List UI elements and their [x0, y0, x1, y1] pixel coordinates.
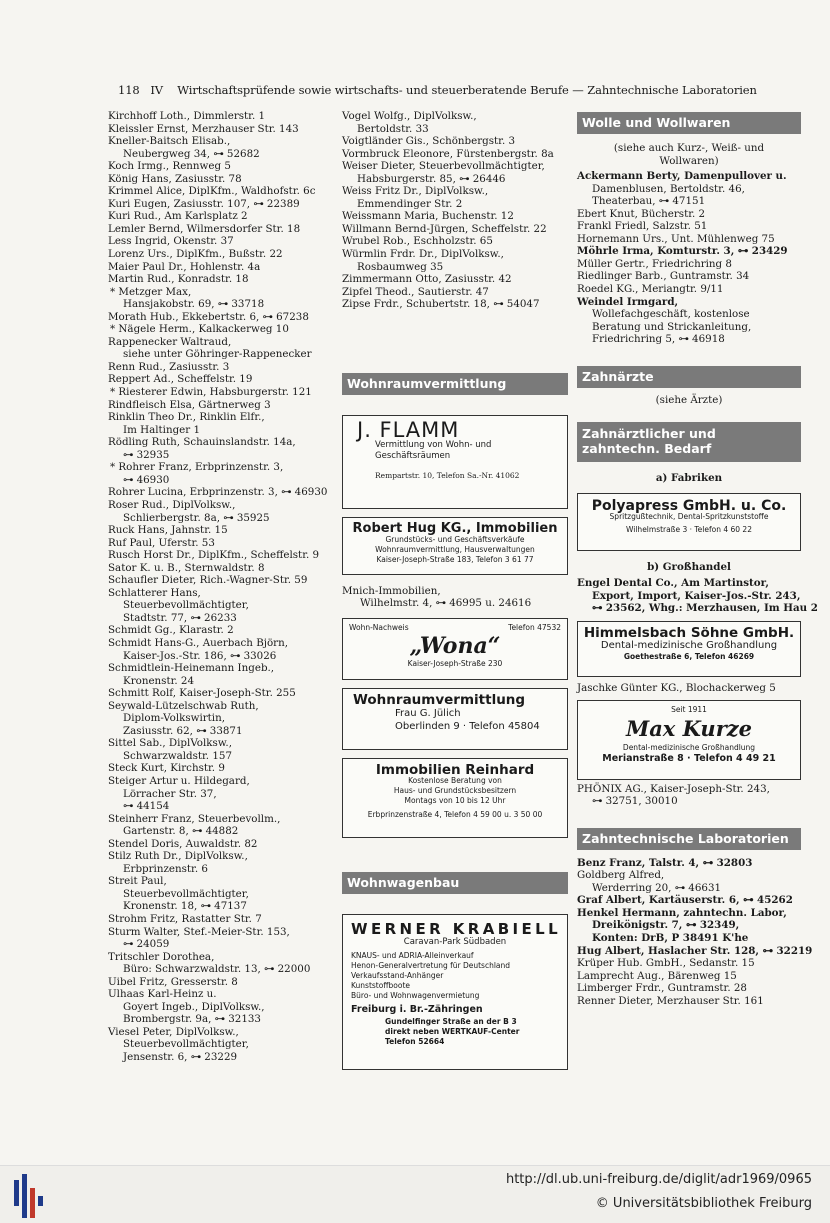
listing-entry: Viesel Peter, DiplVolksw.,: [108, 1025, 239, 1038]
wolle-note-2: Wollwaren): [659, 154, 719, 167]
entry-mnich-address: Wilhelmstr. 4, ⊶ 46995 u. 24616: [360, 597, 532, 610]
listing-entry: Rindfleisch Elsa, Gärtnerweg 3: [108, 398, 271, 411]
ad-krabiell-city: Freiburg i. Br.-Zähringen: [351, 1004, 483, 1016]
listing-entry: Schaufler Dieter, Rich.-Wagner-Str. 59: [108, 574, 308, 587]
listing-continuation: Erbprinzenstr. 6: [123, 862, 208, 875]
wolle-entry: Ackermann Berty, Damenpullover u.: [577, 170, 787, 183]
footer-bar: [0, 1165, 830, 1223]
zahnlabor-entry: Limberger Frdr., Guntramstr. 28: [577, 982, 747, 995]
listing-continuation: Steuerbevollmächtigter,: [123, 1038, 249, 1051]
listing-entry: Steiger Artur u. Hildegard,: [108, 774, 250, 787]
entry-jaschke: Jaschke Günter KG., Blochackerweg 5: [577, 682, 776, 695]
ad-himmelsbach-line2: Goethestraße 6, Telefon 46269: [623, 652, 755, 662]
listing-entry: Roser Rud., DiplVolksw.,: [108, 498, 236, 511]
listing-continuation: Rosbaumweg 35: [357, 260, 444, 273]
ad-wona-address: Kaiser-Joseph-Straße 230: [407, 658, 503, 668]
listing-entry: Uibel Fritz, Gresserstr. 8: [108, 975, 238, 988]
ad-kurze-line1: Dental-medizinische Großhandlung: [622, 742, 756, 752]
listing-continuation: Zasiusstr. 62, ⊶ 33871: [123, 724, 243, 737]
ad-juelich-line2: Oberlinden 9 · Telefon 45804: [395, 720, 540, 732]
listing-entry: Voigtländer Gis., Schönbergstr. 3: [342, 135, 516, 148]
zahnlabor-entry: Henkel Hermann, zahntechn. Labor,: [577, 906, 787, 919]
ad-kurze-line2: Merianstraße 8 · Telefon 4 49 21: [602, 752, 776, 764]
wolle-entry: Hornemann Urs., Unt. Mühlenweg 75: [577, 232, 775, 245]
listing-continuation: Habsburgerstr. 85, ⊶ 26446: [357, 172, 506, 185]
listing-entry: Schmitt Rolf, Kaiser-Joseph-Str. 255: [108, 687, 296, 700]
entry-engel-line3: ⊶ 23562, Whg.: Merzhausen, Im Hau 2: [592, 602, 818, 615]
ad-wona-phone: Telefon 47532: [508, 622, 561, 632]
ad-kurze: [577, 700, 801, 780]
zahnlabor-entry: Renner Dieter, Merzhauser Str. 161: [577, 994, 764, 1007]
ad-hug-name: Robert Hug KG., Immobilien: [352, 520, 558, 536]
ad-hug-line1: Grundstücks- und Geschäftsverkäufe: [385, 535, 525, 545]
wolle-entry: Frankl Friedl, Salzstr. 51: [577, 220, 708, 233]
listing-entry: Vormbruck Eleonore, Fürstenbergstr. 8a: [342, 147, 554, 160]
wolle-continuation: Beratung und Strickanleitung,: [592, 320, 752, 333]
listing-continuation: Diplom-Volkswirtin,: [123, 712, 225, 725]
section-heading-wohnwagen: Wohnwagenbau: [342, 872, 568, 894]
ad-polyapress-line1: Spritzgußtechnik, Dental-Spritzkunststoffe: [609, 512, 769, 522]
listing-entry: Sator K. u. B., Sternwaldstr. 8: [108, 561, 265, 574]
ad-krabiell-line3: Verkaufsstand-Anhänger: [351, 971, 444, 981]
listing-entry: Less Ingrid, Okenstr. 37: [108, 235, 234, 248]
listing-continuation: Lörracher Str. 37,: [123, 787, 217, 800]
listing-entry: Renn Rud., Zasiusstr. 3: [108, 360, 230, 373]
ad-flamm-line1: Vermittlung von Wohn- und: [375, 440, 492, 451]
listing-entry: Würmlin Frdr. Dr., DiplVolksw.,: [342, 248, 504, 261]
listing-entry: Vogel Wolfg., DiplVolksw.,: [342, 110, 477, 122]
ad-polyapress: [577, 493, 801, 551]
ad-hug-line3: Kaiser-Joseph-Straße 183, Telefon 3 61 77: [376, 555, 534, 565]
ad-kurze-since: Seit 1911: [671, 704, 707, 714]
page-number: 118: [118, 83, 140, 97]
listing-entry: Steinherr Franz, Steuerbevollm.,: [108, 812, 281, 825]
wolle-entry: Weindel Irmgard,: [577, 295, 679, 308]
wolle-continuation: Wollefachgeschäft, kostenlose: [592, 308, 750, 321]
listing-entry: Tritschler Dorothea,: [108, 950, 215, 963]
zahnlabor-listing: [577, 856, 813, 1008]
ad-hug: [342, 517, 568, 575]
entry-mnich: Mnich-Immobilien,: [342, 584, 441, 597]
listing-continuation: Steuerbevollmächtigter,: [123, 887, 249, 900]
listing-entry: * Riesterer Edwin, Habsburgerstr. 121: [110, 386, 312, 399]
ad-krabiell-name: WERNER KRABIELL: [351, 919, 562, 938]
listing-entry: Wrubel Rob., Eschholzstr. 65: [342, 235, 493, 248]
listing-entry: Sittel Sab., DiplVolksw.,: [108, 737, 232, 750]
listing-continuation: Im Haltinger 1: [123, 423, 201, 436]
listing-entry: Willmann Bernd-Jürgen, Scheffelstr. 22: [342, 222, 547, 235]
listing-entry: Stilz Ruth Dr., DiplVolksw.,: [108, 850, 248, 863]
listing-continuation: Hansjakobstr. 69, ⊶ 33718: [123, 298, 265, 311]
zahnlabor-continuation: Dreikönigstr. 7, ⊶ 32349,: [592, 919, 740, 932]
listing-entry: Strohm Fritz, Rastatter Str. 7: [108, 913, 262, 925]
subheading-fabriken: a) Fabriken: [655, 472, 723, 485]
zahnlabor-entry: Krüper Hub. GmbH., Sedanstr. 15: [577, 957, 755, 970]
section-heading-zahnaerzte: Zahnärzte: [577, 366, 801, 388]
listing-continuation: Gartenstr. 8, ⊶ 44882: [123, 825, 239, 838]
entry-engel: Engel Dental Co., Am Martinstor,: [577, 577, 769, 590]
listing-continuation: ⊶ 24059: [123, 938, 170, 951]
wolle-entry: Möhrle Irma, Komturstr. 3, ⊶ 23429: [577, 245, 788, 258]
ad-krabiell-line1: KNAUS- und ADRIA-Alleinverkauf: [351, 951, 474, 961]
listing-entry: Seywald-Lützelschwab Ruth,: [108, 699, 259, 712]
ad-krabiell-addr3: Telefon 52664: [385, 1036, 445, 1046]
listing-entry: Rinklin Theo Dr., Rinklin Elfr.,: [108, 411, 265, 424]
entry-phoenix: PHÖNIX AG., Kaiser-Joseph-Str. 243,: [577, 782, 770, 795]
listing-continuation: ⊶ 32935: [123, 448, 170, 461]
listing-entry: Schlatterer Hans,: [108, 586, 201, 599]
wolle-listing: [577, 170, 801, 346]
section-heading-zahnbedarf: Zahnärztlicher und zahntechn. Bedarf: [577, 422, 801, 462]
zahnlabor-entry: Goldberg Alfred,: [577, 869, 665, 882]
listing-entry: Reppert Ad., Scheffelstr. 19: [108, 373, 253, 386]
listing-continuation: Kaiser-Jos.-Str. 186, ⊶ 33026: [123, 649, 277, 662]
listing-entry: Kneller-Baitsch Elisab.,: [108, 135, 231, 148]
section-heading-wolle: Wolle und Wollwaren: [577, 112, 801, 134]
listing-continuation: Schlierbergstr. 8a, ⊶ 35925: [123, 511, 270, 524]
ad-juelich-line1: Frau G. Jülich: [395, 708, 461, 720]
listing-entry: Sturm Walter, Stef.-Meier-Str. 153,: [108, 925, 290, 938]
section-heading-zahnlabor: Zahntechnische Laboratorien: [577, 828, 801, 850]
listing-entry: Streit Paul,: [108, 875, 167, 888]
column-3: [577, 110, 818, 1007]
listing-entry: Rödling Ruth, Schauinslandstr. 14a,: [108, 436, 296, 449]
listing-entry: Ulhaas Karl-Heinz u.: [108, 988, 217, 1001]
wolle-continuation: Damenblusen, Bertoldstr. 46,: [592, 182, 745, 195]
zahnaerzte-note: (siehe Ärzte): [655, 393, 723, 406]
header-title: Wirtschaftsprüfende sowie wirtschafts- und steuerberatende Berufe — Zahntechnische Laboratorien: [177, 83, 757, 97]
zahnlabor-entry: Hug Albert, Haslacher Str. 128, ⊶ 32219: [577, 944, 813, 957]
listing-entry: Kleissler Ernst, Merzhauser Str. 143: [108, 122, 299, 135]
column-2-listing: [342, 110, 568, 311]
listing-continuation: Stadtstr. 77, ⊶ 26233: [123, 611, 237, 624]
listing-entry: Schmidt Hans-G., Auerbach Björn,: [108, 636, 288, 649]
footer-url[interactable]: http://dl.ub.uni-freiburg.de/diglit/adr1969/0965: [505, 1172, 812, 1187]
listing-entry: Krimmel Alice, DiplKfm., Waldhofstr. 6c: [108, 185, 316, 198]
listing-continuation: ⊶ 46930: [123, 473, 170, 486]
listing-entry: Kuri Eugen, Zasiusstr. 107, ⊶ 22389: [108, 197, 300, 210]
section-heading-wohnraum: Wohnraumvermittlung: [342, 373, 568, 395]
ad-reinhard-line2: Haus- und Grundstücksbesitzern: [393, 786, 517, 796]
listing-entry: * Metzger Max,: [110, 285, 192, 298]
listing-entry: Weiss Fritz Dr., DiplVolksw.,: [342, 185, 489, 198]
listing-entry: Weiser Dieter, Steuerbevollmächtigter,: [342, 160, 545, 173]
listing-entry: Zipfel Theod., Sautierstr. 47: [342, 285, 489, 298]
ad-himmelsbach-name: Himmelsbach Söhne GmbH.: [583, 625, 795, 642]
wolle-entry: Müller Gertr., Friedrichring 8: [577, 257, 732, 270]
listing-entry: Ruf Paul, Uferstr. 53: [108, 536, 215, 549]
ad-flamm-name: J. FLAMM: [357, 417, 460, 442]
zahnlabor-continuation: Konten: DrB, P 38491 K'he: [592, 931, 749, 944]
ad-polyapress-name: Polyapress GmbH. u. Co.: [591, 497, 787, 514]
zahnlabor-entry: Graf Albert, Kartäuserstr. 6, ⊶ 45262: [577, 894, 793, 907]
ad-reinhard-line3: Montags von 10 bis 12 Uhr: [404, 796, 506, 806]
wolle-note-1: (siehe auch Kurz-, Weiß- und: [613, 142, 765, 154]
listing-entry: Steck Kurt, Kirchstr. 9: [108, 762, 225, 775]
listing-continuation: siehe unter Göhringer-Rappenecker: [123, 348, 312, 361]
entry-phoenix-phone: ⊶ 32751, 30010: [592, 795, 678, 808]
ad-polyapress-line2: Wilhelmstraße 3 · Telefon 4 60 22: [626, 525, 752, 535]
ad-krabiell-addr1: Gundelfinger Straße an der B 3: [385, 1016, 517, 1026]
listing-entry: Zimmermann Otto, Zasiusstr. 42: [342, 273, 512, 286]
ad-wona: [342, 618, 568, 680]
ad-juelich: [342, 688, 568, 750]
listing-entry: Schmidt Gg., Klarastr. 2: [108, 624, 234, 637]
ad-wona-label: Wohn-Nachweis: [349, 622, 409, 632]
listing-entry: König Hans, Zasiusstr. 78: [108, 172, 242, 185]
listing-entry: Rusch Horst Dr., DiplKfm., Scheffelstr. 9: [108, 549, 320, 562]
ad-reinhard-line1: Kostenlose Beratung von: [408, 776, 502, 786]
listing-entry: Lemler Bernd, Wilmersdorfer Str. 18: [108, 222, 301, 235]
wolle-continuation: Theaterbau, ⊶ 47151: [592, 195, 706, 208]
entry-engel-line2: Export, Import, Kaiser-Jos.-Str. 243,: [592, 589, 801, 602]
listing-continuation: Schwarzwaldstr. 157: [123, 749, 233, 762]
ad-juelich-name: Wohnraumvermittlung: [353, 691, 526, 708]
listing-entry: Lorenz Urs., DiplKfm., Bußstr. 22: [108, 248, 283, 261]
listing-entry: Martin Rud., Konradstr. 18: [108, 273, 249, 286]
listing-entry: Weissmann Maria, Buchenstr. 12: [342, 210, 514, 223]
listing-continuation: Brombergstr. 9a, ⊶ 32133: [123, 1013, 261, 1026]
ad-krabiell-line4: Kunststoffboote: [351, 981, 410, 991]
university-logo-icon: [12, 1174, 48, 1218]
listing-entry: Rappenecker Waltraud,: [108, 335, 232, 348]
listing-entry: Rohrer Lucina, Erbprinzenstr. 3, ⊶ 46930: [108, 486, 328, 499]
ad-krabiell-sub: Caravan-Park Südbaden: [403, 937, 507, 948]
ad-himmelsbach-line1: Dental-medizinische Großhandlung: [600, 639, 778, 651]
ad-reinhard-line4: Erbprinzenstraße 4, Telefon 4 59 00 u. 3 50 00: [367, 810, 543, 820]
listing-continuation: ⊶ 44154: [123, 800, 170, 813]
ad-hug-line2: Wohnraumvermittlung, Hausverwaltungen: [375, 545, 535, 555]
zahnlabor-entry: Lamprecht Aug., Bärenweg 15: [577, 969, 737, 982]
section-roman: IV: [150, 83, 163, 97]
listing-entry: Kirchhoff Loth., Dimmlerstr. 1: [108, 110, 266, 122]
listing-continuation: Bertoldstr. 33: [357, 122, 429, 135]
ad-flamm: [342, 415, 568, 509]
listing-entry: Zipse Frdr., Schubertstr. 18, ⊶ 54047: [342, 298, 540, 311]
listing-continuation: Neubergweg 34, ⊶ 52682: [123, 147, 260, 160]
ad-wona-name: „Wona“: [409, 632, 501, 659]
wolle-entry: Riedlinger Barb., Guntramstr. 34: [577, 270, 750, 283]
listing-continuation: Jensenstr. 6, ⊶ 23229: [123, 1051, 238, 1064]
ad-krabiell-addr2: direkt neben WERTKAUF-Center: [385, 1026, 520, 1036]
column-2: [342, 110, 568, 1070]
wolle-entry: Ebert Knut, Bücherstr. 2: [577, 207, 706, 220]
listing-entry: Maier Paul Dr., Hohlenstr. 4a: [108, 260, 261, 273]
listing-entry: Koch Irmg., Rennweg 5: [108, 160, 231, 173]
listing-entry: * Nägele Herm., Kalkackerweg 10: [110, 323, 289, 336]
listing-continuation: Kronenstr. 24: [123, 674, 195, 687]
listing-continuation: Büro: Schwarzwaldstr. 13, ⊶ 22000: [123, 963, 311, 976]
ad-flamm-line2: Geschäftsräumen: [375, 451, 451, 462]
listing-continuation: Steuerbevollmächtigter,: [123, 599, 249, 612]
wolle-continuation: Friedrichring 5, ⊶ 46918: [592, 333, 725, 346]
listing-entry: Schmidtlein-Heinemann Ingeb.,: [108, 662, 275, 675]
ad-krabiell-line5: Büro- und Wohnwagenvermietung: [351, 991, 480, 1001]
listing-entry: Stendel Doris, Auwaldstr. 82: [108, 837, 258, 850]
running-header: [118, 83, 808, 97]
subheading-grosshandel: b) Großhandel: [647, 560, 731, 573]
listing-continuation: Kronenstr. 18, ⊶ 47137: [123, 900, 247, 913]
listing-entry: Ruck Hans, Jahnstr. 15: [108, 524, 228, 537]
listing-entry: Kuri Rud., Am Karlsplatz 2: [108, 210, 248, 223]
listing-continuation: Goyert Ingeb., DiplVolksw.,: [123, 1000, 265, 1013]
ad-kurze-name: Max Kurze: [625, 715, 753, 741]
listing-entry: * Rohrer Franz, Erbprinzenstr. 3,: [110, 461, 284, 474]
listing-continuation: Emmendinger Str. 2: [357, 197, 463, 210]
zahnlabor-entry: Benz Franz, Talstr. 4, ⊶ 32803: [577, 856, 753, 869]
ad-reinhard: [342, 758, 568, 838]
ad-krabiell-line2: Henon-Generalvertretung für Deutschland: [351, 961, 511, 971]
ad-krabiell: [342, 914, 568, 1070]
wolle-entry: Roedel KG., Meriangtr. 9/11: [577, 283, 724, 296]
column-1-listing: [108, 110, 338, 1064]
listing-entry: Morath Hub., Ekkebertstr. 6, ⊶ 67238: [108, 310, 309, 323]
ad-himmelsbach: [577, 621, 801, 677]
ad-flamm-line3: Rempartstr. 10, Telefon Sa.-Nr. 41062: [375, 471, 520, 481]
ad-wona-top: [349, 623, 561, 633]
ad-reinhard-name: Immobilien Reinhard: [375, 761, 535, 778]
zahnlabor-continuation: Werderring 20, ⊶ 46631: [592, 881, 722, 894]
footer-copyright: © Universitätsbibliothek Freiburg: [595, 1196, 812, 1211]
